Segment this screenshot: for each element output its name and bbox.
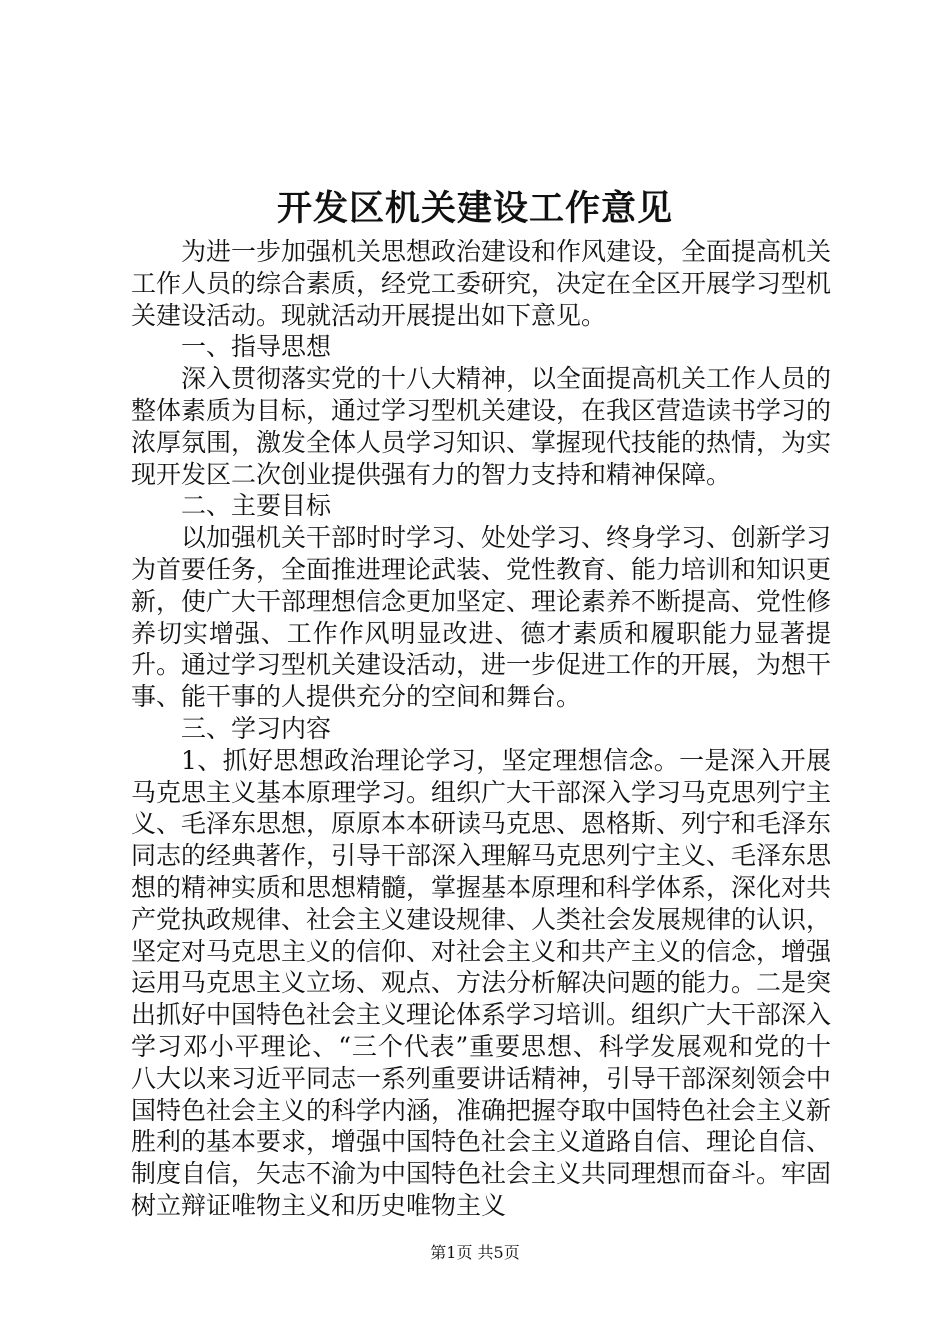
section-heading-main-goals: 二、主要目标 [181, 491, 332, 521]
main-goals-paragraph: 以加强机关干部时时学习、处处学习、终身学习、创新学习为首要任务，全面推进理论武装、党性教育、能力培训和知识更新，使广大干部理想信念更加坚定、理论素养不断提高、党性修养切实增强、工作作风明显改进、德才素质和履职能力显著提升。通过学习型机关建设活动，进一步促进工作的开展，为想干事、能干事的人提供充分的空间和舞台。 [131, 523, 832, 712]
intro-paragraph: 为进一步加强机关思想政治建设和作风建设，全面提高机关工作人员的综合素质，经党工委研究，决定在全区开展学习型机关建设活动。现就活动开展提出如下意见。 [131, 237, 832, 330]
section-heading-study-content: 三、学习内容 [181, 713, 332, 743]
document-body [131, 236, 831, 1222]
section-heading-guiding-ideology: 一、指导思想 [181, 332, 332, 362]
document-title: 开发区机关建设工作意见 [276, 188, 673, 229]
page-number-footer: 第1页 共5页 [430, 1243, 520, 1262]
guiding-ideology-paragraph: 深入贯彻落实党的十八大精神，以全面提高机关工作人员的整体素质为目标，通过学习型机关建设，在我区营造读书学习的浓厚氛围，激发全体人员学习知识、掌握现代技能的热情，为实现开发区二次创业提供强有力的智力支持和精神保障。 [131, 364, 832, 489]
study-content-paragraph: 1、抓好思想政治理论学习，坚定理想信念。一是深入开展马克思主义基本原理学习。组织广大干部深入学习马克思列宁主义、毛泽东思想，原原本本研读马克思、恩格斯、列宁和毛泽东同志的经典著作，引导干部深入理解马克思列宁主义、毛泽东思想的精神实质和思想精髓，掌握基本原理和科学体系，深化对共产党执政规律、社会主义建设规律、人类社会发展规律的认识，坚定对马克思主义的信仰、对社会主义和共产主义的信念，增强运用马克思主义立场、观点、方法分析解决问题的能力。二是突出抓好中国特色社会主义理论体系学习培训。组织广大干部深入学习邓小平理论、“三个代表”重要思想、科学发展观和党的十八大以来习近平同志一系列重要讲话精神，引导干部深刻领会中国特色社会主义的科学内涵，准确把握夺取中国特色社会主义新胜利的基本要求，增强中国特色社会主义道路自信、理论自信、制度自信，矢志不渝为中国特色社会主义共同理想而奋斗。牢固树立辩证唯物主义和历史唯物主义 [131, 745, 832, 1220]
